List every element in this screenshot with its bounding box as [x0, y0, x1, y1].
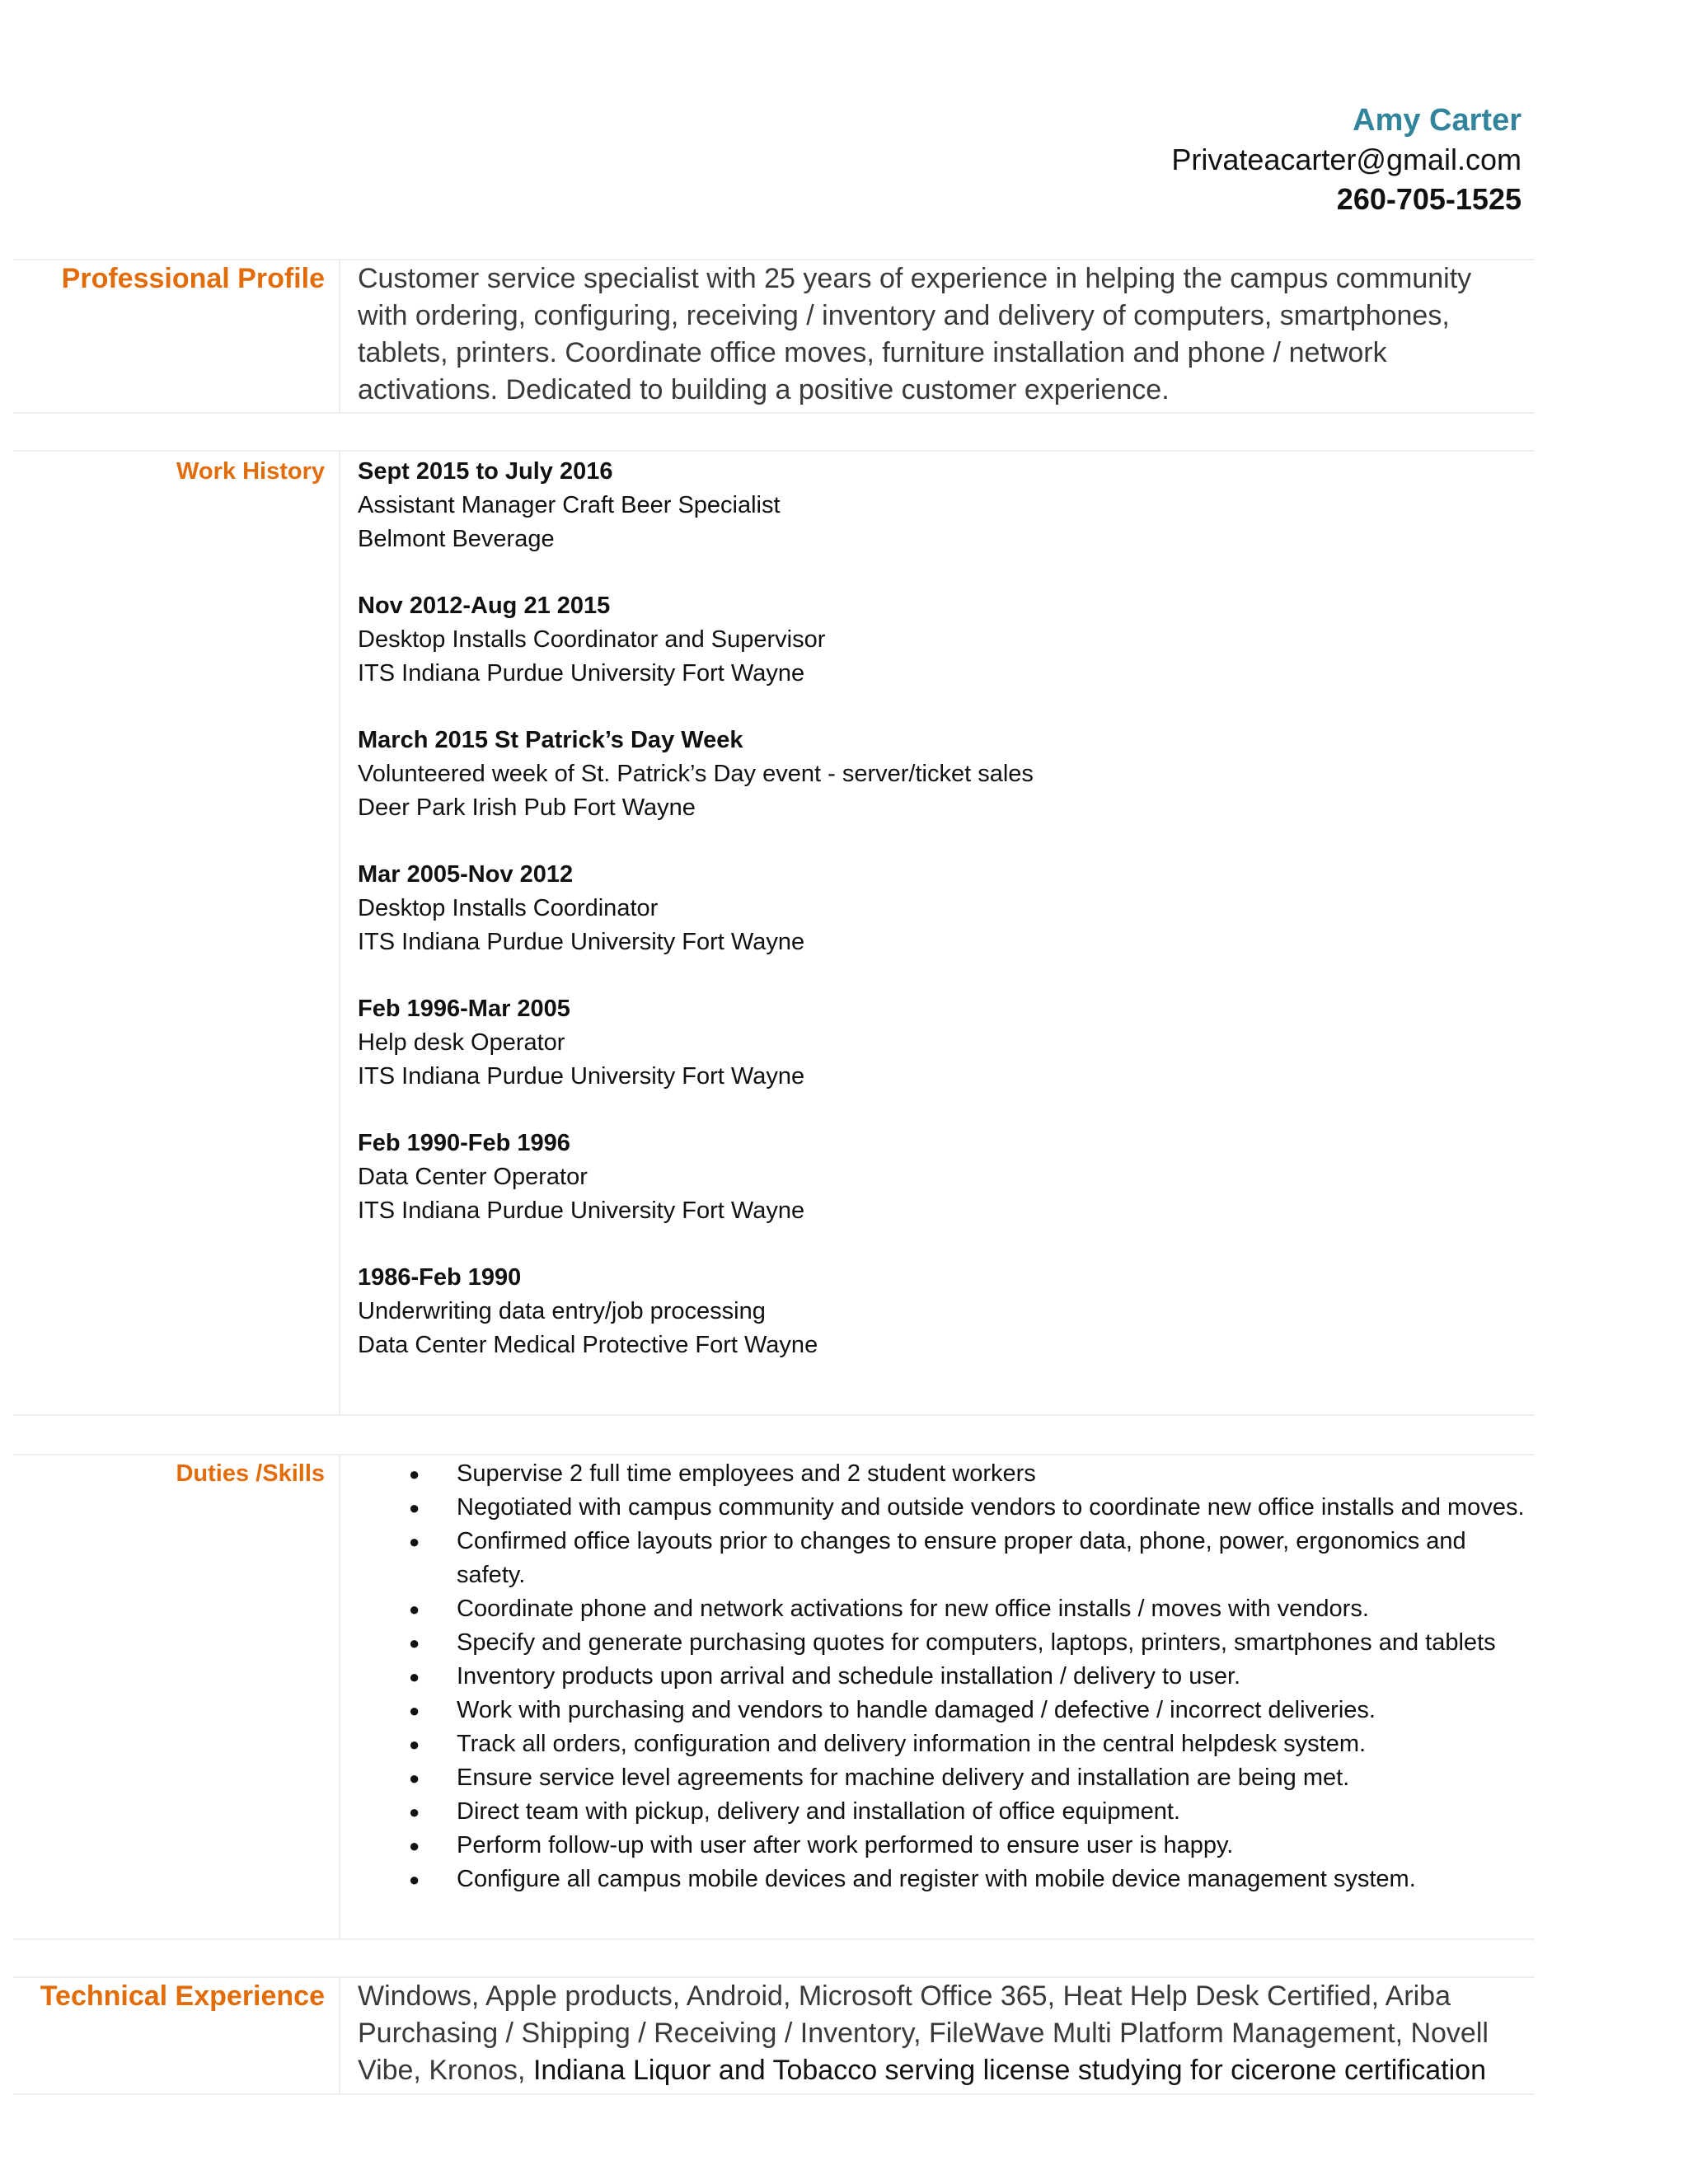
professional-profile-text: Customer service specialist with 25 years of experience in helping the campus community with ordering, configuring, receiving / inventory and delivery of computers, smartphones, tablets, printers. Coordinate office moves, furniture installation and phone / network activations. Dedicated to building a positive customer experience. [358, 263, 1472, 405]
bullet-icon: ● [409, 1734, 420, 1755]
email-address: Privateacarter@gmail.com [1171, 143, 1522, 176]
job-title: Data Center Operator [358, 1164, 588, 1190]
list-item: ● Negotiated with campus community and outside vendors to coordinate new office installs and moves. [358, 1491, 1528, 1525]
job-entry [358, 455, 1528, 556]
section-divider [13, 1454, 1535, 1455]
bullet-icon: ● [409, 1869, 420, 1890]
bullet-icon: ● [409, 1666, 420, 1687]
job-organization: ITS Indiana Purdue University Fort Wayne [358, 660, 805, 687]
work-history-list [358, 455, 1528, 1395]
list-item: ● Ensure service level agreements for machine delivery and installation are being met. [358, 1761, 1528, 1795]
list-item: ● Inventory products upon arrival and schedule installation / delivery to user. [358, 1660, 1528, 1694]
list-item: ● Work with purchasing and vendors to handle damaged / defective / incorrect deliveries. [358, 1694, 1528, 1727]
section-divider [13, 2093, 1535, 2095]
job-dates: Sept 2015 to July 2016 [358, 458, 613, 485]
job-title: Underwriting data entry/job processing [358, 1298, 766, 1324]
job-title: Desktop Installs Coordinator [358, 895, 659, 921]
job-dates: Mar 2005-Nov 2012 [358, 861, 574, 888]
section-divider [13, 1938, 1535, 1940]
bullet-icon: ● [409, 1835, 420, 1856]
job-dates: Feb 1996-Mar 2005 [358, 996, 570, 1022]
job-dates: Nov 2012-Aug 21 2015 [358, 593, 611, 619]
list-item: ● Confirmed office layouts prior to changes to ensure proper data, phone, power, ergonomics and safety. [358, 1525, 1528, 1592]
job-entry [358, 589, 1528, 691]
duties-list [358, 1457, 1528, 1896]
job-organization: ITS Indiana Purdue University Fort Wayne [358, 1063, 805, 1090]
bullet-icon: ● [409, 1802, 420, 1822]
bullet-icon: ● [409, 1531, 420, 1552]
column-divider [339, 260, 340, 412]
job-title: Assistant Manager Craft Beer Specialist [358, 492, 781, 518]
list-item: ● Perform follow-up with user after work performed to ensure user is happy. [358, 1829, 1528, 1863]
column-divider [339, 1455, 340, 1938]
bullet-icon: ● [409, 1633, 420, 1653]
column-divider [339, 1978, 340, 2093]
license-info: Indiana Liquor and Tobacco serving license studying for cicerone certification [532, 2055, 1487, 2086]
section-divider [13, 1414, 1535, 1416]
bullet-icon: ● [409, 1599, 420, 1619]
job-organization: ITS Indiana Purdue University Fort Wayne [358, 929, 805, 955]
job-title: Volunteered week of St. Patrick’s Day event - server/ticket sales [358, 761, 1034, 787]
bullet-icon: ● [409, 1768, 420, 1788]
section-divider [13, 450, 1535, 452]
list-item: ● Track all orders, configuration and delivery information in the central helpdesk system. [358, 1727, 1528, 1761]
phone-number: 260-705-1525 [1336, 182, 1522, 216]
list-item: ● Specify and generate purchasing quotes for computers, laptops, printers, smartphones and tablets [358, 1626, 1528, 1660]
bullet-icon: ● [409, 1497, 420, 1518]
job-entry [358, 858, 1528, 959]
bullet-icon: ● [409, 1464, 420, 1484]
job-title: Desktop Installs Coordinator and Supervisor [358, 626, 826, 653]
professional-profile-label: Professional Profile [61, 263, 325, 294]
job-title: Help desk Operator [358, 1029, 565, 1056]
job-entry [358, 1127, 1528, 1228]
list-item: ● Direct team with pickup, delivery and installation of office equipment. [358, 1795, 1528, 1829]
contact-header [1171, 101, 1522, 219]
job-entry [358, 1261, 1528, 1362]
technical-experience-text [358, 1978, 1528, 2089]
list-item: ● Configure all campus mobile devices and register with mobile device management system. [358, 1863, 1528, 1896]
job-organization: Data Center Medical Protective Fort Wayne [358, 1332, 818, 1358]
job-dates: Feb 1990-Feb 1996 [358, 1130, 570, 1156]
job-organization: ITS Indiana Purdue University Fort Wayne [358, 1197, 805, 1224]
duties-skills-label: Duties /Skills [176, 1460, 325, 1487]
list-item: ● Supervise 2 full time employees and 2 student workers [358, 1457, 1528, 1491]
section-divider [13, 412, 1535, 414]
candidate-name: Amy Carter [1353, 103, 1522, 138]
job-organization: Deer Park Irish Pub Fort Wayne [358, 794, 696, 821]
list-item: ● Coordinate phone and network activations for new office installs / moves with vendors. [358, 1592, 1528, 1626]
job-entry [358, 992, 1528, 1094]
job-dates: 1986-Feb 1990 [358, 1264, 522, 1291]
job-organization: Belmont Beverage [358, 526, 555, 552]
column-divider [339, 452, 340, 1414]
bullet-icon: ● [409, 1700, 420, 1721]
work-history-label: Work History [176, 458, 325, 485]
technical-skills: Windows, Apple products, Android, Microsoft Office 365, Heat Help Desk Certified, Ariba Purchasing / Shipping / Receiving / Inventory, FileWave Multi Platform Management, Novell Vibe, Kronos, [358, 1980, 1489, 2086]
job-dates: March 2015 St Patrick’s Day Week [358, 727, 743, 753]
job-entry [358, 724, 1528, 825]
technical-experience-label: Technical Experience [40, 1980, 325, 2012]
